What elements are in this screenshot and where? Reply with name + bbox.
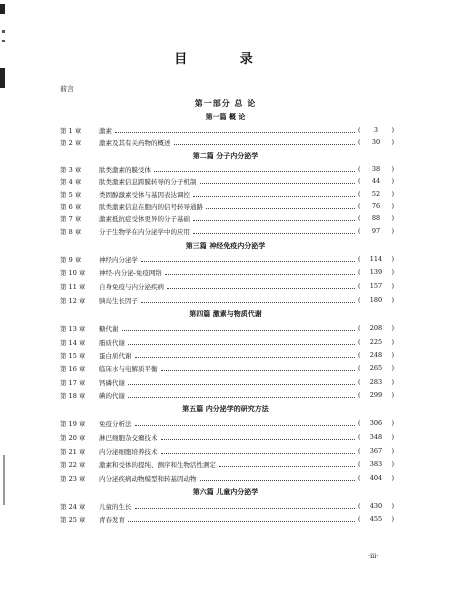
toc-entry: 第 16 章 临床水与电解质平衡 ( 265 )	[60, 364, 394, 373]
toc-entry: 第 9 章 神经内分泌学 ( 114 )	[60, 255, 394, 264]
scan-speck	[3, 455, 5, 505]
toc-entry: 第 12 章 胰岛生长因子 ( 180 )	[60, 296, 394, 305]
toc-entry: 第 7 章 激素抵抗症受体更异的分子基础 ( 88 )	[60, 214, 394, 223]
toc-entry: 第 15 章 蛋白质代谢 ( 248 )	[60, 351, 394, 360]
page-number: ·iii·	[368, 552, 379, 560]
scan-mark	[0, 4, 5, 14]
toc-entry: 第 24 章 儿童的生长 ( 430 )	[60, 502, 394, 511]
section-heading-1: 第一篇 概 论	[205, 112, 246, 121]
scan-speck	[2, 30, 5, 33]
toc-entry: 第 3 章 肽类激素的膜受体 ( 38 )	[60, 165, 394, 174]
toc-entry: 第 17 章 钙磷代谢 ( 283 )	[60, 378, 394, 387]
section-heading-2: 第二篇 分子内分泌学	[192, 151, 259, 160]
toc-entry: 第 23 章 内分泌疾病动物模型和转基因动物 ( 404 )	[60, 474, 394, 483]
toc-entry: 第 19 章 免疫分析法 ( 306 )	[60, 419, 394, 428]
section-heading-3: 第三篇 神经免疫内分泌学	[185, 241, 266, 250]
preface-entry: 前言	[60, 85, 74, 93]
toc-entry: 第 22 章 激素和受体的提纯、测序和生物活性测定 ( 383 )	[60, 460, 394, 469]
toc-entry: 第 25 章 青春发育 ( 455 )	[60, 515, 394, 524]
toc-entry: 第 13 章 糖代谢 ( 208 )	[60, 324, 394, 333]
scan-mark	[0, 68, 5, 88]
toc-entry: 第 6 章 肽类激素信息在胞内的信号转导通路 ( 76 )	[60, 202, 394, 211]
scan-speck	[2, 40, 5, 42]
toc-entry: 第 8 章 分子生物学在内分泌学中的应用 ( 97 )	[60, 227, 394, 236]
toc-entry: 第 21 章 内分泌细胞培养技术 ( 367 )	[60, 447, 394, 456]
part-heading-1: 第一部分 总 论	[194, 98, 257, 108]
toc-entry: 第 11 章 自身免疫与内分泌疾病 ( 157 )	[60, 282, 394, 291]
toc-entry: 第 4 章 肽类激素信息跨膜转导的分子机制 ( 44 )	[60, 177, 394, 186]
toc-entry: 第 20 章 淋巴细胞杂交瘤技术 ( 348 )	[60, 433, 394, 442]
section-heading-5: 第五篇 内分泌学的研究方法	[182, 404, 269, 413]
toc-entry: 第 5 章 类固醇激素受体与基因表达调控 ( 52 )	[60, 190, 394, 199]
section-heading-6: 第六篇 儿童内分泌学	[192, 487, 259, 496]
toc-entry: 第 14 章 脂质代谢 ( 225 )	[60, 338, 394, 347]
toc-entry: 第 18 章 碘的代谢 ( 299 )	[60, 391, 394, 400]
toc-entry: 第 1 章 激素 ( 3 )	[60, 126, 394, 135]
section-heading-4: 第四篇 激素与物质代谢	[189, 309, 262, 318]
page-title: 目 录	[174, 52, 277, 67]
toc-entry: 第 2 章 激素及其有关药物的概述 ( 30 )	[60, 138, 394, 147]
toc-entry: 第 10 章 神经-内分泌-免疫网络 ( 139 )	[60, 268, 394, 277]
